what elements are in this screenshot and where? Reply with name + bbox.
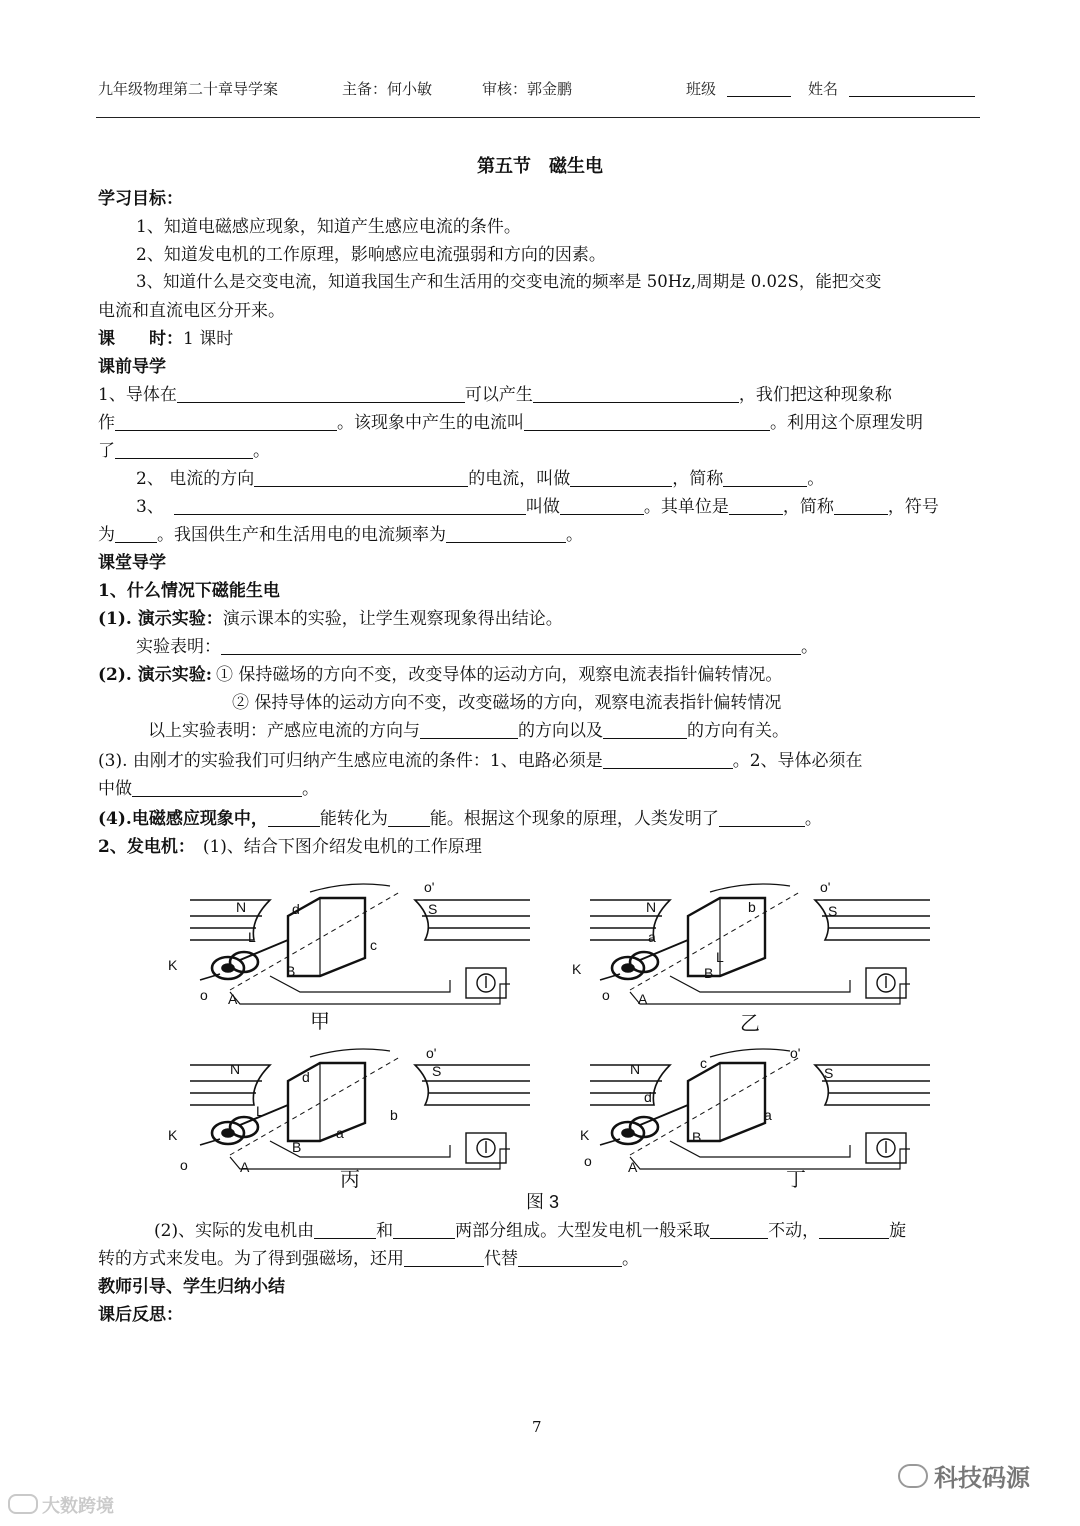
label-oprime-yi: o': [820, 880, 831, 895]
demo3-blank-2[interactable]: [132, 778, 302, 797]
label-n-bing: N: [230, 1061, 241, 1077]
label-oprime-bing: o': [426, 1045, 437, 1061]
demo2-result-a: 以上实验表明：产感应电流的方向与: [148, 721, 420, 741]
demo4-blank-3[interactable]: [719, 808, 805, 827]
header-name-label: 姓名: [808, 80, 839, 98]
label-d-jia: d: [292, 901, 300, 917]
q3-text-a: 3、: [136, 497, 164, 517]
header-reviewer: 审核：郭金鹏: [482, 80, 573, 98]
watermark-left-text: 大数跨境: [42, 1496, 114, 1517]
q2-blank-3[interactable]: [723, 468, 807, 487]
gen-blank-3[interactable]: [710, 1220, 768, 1239]
panel-ding: [590, 1049, 930, 1169]
preview-q1-line3: [98, 436, 270, 461]
demo2-result-b: 的方向以及: [518, 721, 603, 741]
demo4-text-c: 能。根据这个现象的原理，人类发明了: [429, 809, 719, 829]
classroom-sub2: [98, 832, 482, 857]
label-b-yi: B: [704, 965, 714, 981]
header-doc-name: 九年级物理第二十章导学案: [98, 80, 279, 98]
label-oprime-jia: o': [424, 880, 435, 895]
q2-text-a: 2、 电流的方向: [136, 469, 255, 489]
lesson-time-label: 课 时：: [98, 329, 183, 349]
label-o-ding: o: [584, 1153, 592, 1169]
q3-text-h: 。: [566, 525, 583, 545]
label-n-ding: N: [630, 1061, 641, 1077]
demo2-result-c: 的方向有关。: [687, 721, 789, 741]
demo3-line2: [98, 774, 319, 799]
watermark-left: [8, 1492, 114, 1518]
gen-blank-4[interactable]: [819, 1220, 889, 1239]
figure-caption: 图 3: [526, 1192, 560, 1210]
demo4-text-d: 。: [804, 809, 822, 829]
label-k-ding: K: [580, 1127, 590, 1143]
reflection-heading: 课后反思：: [98, 1305, 183, 1325]
demo4-text-a: 电磁感应现象中，: [131, 809, 268, 829]
q1-text-a: 1、导体在: [98, 385, 177, 405]
q3-text-d: ，简称: [782, 497, 834, 517]
label-k-bing: K: [168, 1127, 178, 1143]
q3-blank-4[interactable]: [834, 496, 888, 515]
demo2-blank-2[interactable]: [603, 720, 687, 739]
summary-heading: 教师引导、学生归纳小结: [98, 1277, 285, 1297]
label-l-bing: L: [256, 1103, 264, 1119]
page-number: 7: [532, 1418, 542, 1436]
label-s-jia: S: [428, 901, 438, 917]
label-a-small-yi: a: [648, 929, 656, 945]
panel-name-bing: 丙: [340, 1169, 360, 1191]
gen-text-f: 转的方式来发电。为了得到强磁场，还用: [98, 1249, 404, 1269]
panel-name-yi: 乙: [740, 1013, 760, 1035]
demo3-blank-1[interactable]: [603, 750, 733, 769]
q1-text-g: 了: [98, 441, 115, 461]
header-rule: [96, 117, 980, 118]
sub2-text: (1)、结合下图介绍发电机的工作原理: [202, 837, 482, 857]
q3-text-c: 。其单位是: [643, 497, 729, 517]
q2-text-c: ，简称: [672, 469, 724, 489]
preview-heading: 课前导学: [98, 357, 166, 377]
label-b-bing: B: [292, 1139, 302, 1155]
demo2-result: [148, 716, 789, 741]
objective-3: 3、知道什么是交变电流，知道我国生产和生活用的交变电流的频率是 50Hz,周期是 0.02S，能把交变: [136, 272, 882, 291]
label-n-jia: N: [236, 899, 247, 915]
sub2-label: 2、发电机：: [98, 837, 195, 857]
demo3-text-a: (3). 由刚才的实验我们可归纳产生感应电流的条件：1、电路必须是: [98, 751, 603, 771]
label-s-bing: S: [432, 1063, 442, 1079]
demo3-line1: [98, 746, 863, 771]
demo1-result-blank[interactable]: [221, 636, 801, 655]
watermark-right-text: 科技码源: [934, 1464, 1030, 1492]
watermark-right: [898, 1458, 1030, 1493]
q1-text-e: 。该现象中产生的电流叫: [337, 413, 524, 433]
q1-text-d: 作: [98, 413, 115, 433]
q3-blank-5[interactable]: [115, 524, 157, 543]
demo1: [98, 604, 563, 629]
demo1-result-label: 实验表明：: [136, 637, 221, 657]
q1-blank-2[interactable]: [533, 384, 739, 403]
q3-blank-2[interactable]: [560, 496, 644, 515]
label-k-jia: K: [168, 957, 178, 973]
panel-bing: [190, 1049, 530, 1169]
demo4-blank-2[interactable]: [388, 808, 430, 827]
q1-blank-3[interactable]: [115, 412, 337, 431]
generator-diagram: [160, 880, 940, 1210]
gen-text-h: 。: [622, 1249, 639, 1269]
label-s-ding: S: [824, 1065, 834, 1081]
gen-text-d: 不动，: [768, 1221, 820, 1241]
demo2-step2: ② 保持导体的运动方向不变，改变磁场的方向，观察电流表指针偏转情况: [232, 693, 782, 713]
q3-text-f: 为: [98, 525, 115, 545]
preview-q3-line1: [136, 492, 939, 517]
preview-q1-line1: [98, 380, 892, 405]
label-b-small-bing: b: [390, 1107, 398, 1123]
q2-text-d: 。: [807, 469, 825, 489]
label-n-yi: N: [646, 899, 657, 915]
label-a-bing: A: [240, 1159, 250, 1175]
preview-q2: [136, 464, 824, 489]
q1-text-f: 。利用这个原理发明: [770, 413, 923, 433]
label-d-ding: d: [644, 1089, 652, 1105]
header-name-field: [808, 78, 975, 99]
q3-blank-6[interactable]: [446, 524, 566, 543]
header-class-label: 班级: [686, 80, 717, 98]
demo4-label: (4).: [98, 809, 132, 829]
q3-blank-1[interactable]: [174, 496, 526, 515]
demo3-text-b: 。2、导体必须在: [732, 751, 863, 771]
preview-q1-line2: [98, 408, 923, 433]
class-blank: [727, 78, 791, 97]
objectives-heading: 学习目标：: [98, 189, 183, 209]
label-a-small-ding: a: [764, 1107, 772, 1123]
q1-blank-1[interactable]: [177, 384, 465, 403]
demo3-text-c: 中做: [98, 779, 132, 799]
gen-blank-2[interactable]: [393, 1220, 455, 1239]
label-l-jia: L: [248, 929, 256, 945]
objective-2: 2、知道发电机的工作原理，影响感应电流强弱和方向的因素。: [136, 245, 606, 265]
name-blank: [849, 78, 975, 97]
label-k-yi: K: [572, 961, 582, 977]
demo4-text-b: 能转化为: [319, 809, 388, 829]
q3-text-b: 叫做: [525, 497, 560, 517]
generator-line2: [98, 1244, 639, 1269]
q2-text-b: 的电流，叫做: [468, 469, 571, 489]
label-c-ding: c: [700, 1055, 707, 1071]
demo4: [98, 804, 822, 829]
gen-text-g: 代替: [484, 1249, 518, 1269]
section-title: 第五节 磁生电: [477, 156, 603, 177]
objective-3-cont: 电流和直流电区分开来。: [98, 301, 285, 321]
q1-text-c: ，我们把这种现象称: [738, 385, 892, 405]
label-oprime-ding: o': [790, 1045, 801, 1061]
label-b-jia: B: [286, 963, 296, 979]
label-a-ding: A: [628, 1159, 638, 1175]
label-d-bing: d: [302, 1069, 310, 1085]
label-b-ding: B: [692, 1129, 702, 1145]
classroom-heading: 课堂导学: [98, 553, 166, 573]
panel-name-ding: 丁: [786, 1169, 806, 1191]
header-class-field: [686, 78, 791, 99]
label-o-jia: o: [200, 987, 208, 1003]
q2-blank-2[interactable]: [570, 468, 672, 487]
demo2-blank-1[interactable]: [420, 720, 518, 739]
q1-text-h: 。: [253, 441, 270, 461]
q3-text-e: ，符号: [887, 497, 939, 517]
gen-text-a: (2)、实际的发电机由: [154, 1221, 315, 1241]
demo2-label: (2). 演示实验:: [98, 665, 213, 685]
label-b-small-yi: b: [748, 899, 756, 915]
demo1-text: 演示课本的实验，让学生观察现象得出结论。: [222, 609, 563, 629]
gen-text-b: 和: [376, 1221, 394, 1241]
demo1-label: (1). 演示实验：: [98, 609, 223, 629]
panel-yi: [590, 884, 930, 1004]
q1-blank-4[interactable]: [524, 412, 770, 431]
objective-1: 1、知道电磁感应现象，知道产生感应电流的条件。: [136, 217, 521, 237]
gen-blank-1[interactable]: [314, 1220, 376, 1239]
gen-text-c: 两部分组成。大型发电机一般采取: [455, 1221, 711, 1241]
gen-blank-6[interactable]: [518, 1248, 622, 1267]
label-a-jia: A: [228, 991, 238, 1007]
q3-text-g: 。我国供生产和生活用电的电流频率为: [157, 525, 446, 545]
label-o-yi: o: [602, 987, 610, 1003]
q1-text-b: 可以产生: [464, 385, 533, 405]
label-a-small-bing: a: [336, 1125, 344, 1141]
label-o-bing: o: [180, 1157, 188, 1173]
gen-blank-5[interactable]: [404, 1248, 484, 1267]
demo4-blank-1[interactable]: [268, 808, 320, 827]
q2-blank-1[interactable]: [254, 468, 468, 487]
label-s-yi: S: [828, 903, 838, 919]
label-l-yi: L: [716, 949, 724, 965]
preview-q3-line2: [98, 520, 583, 545]
header-author: 主备：何小敏: [342, 80, 433, 98]
lesson-time: [98, 324, 233, 349]
demo1-result: [136, 632, 818, 657]
classroom-sub1: 1、什么情况下磁能生电: [98, 581, 280, 601]
demo1-result-end: 。: [801, 637, 818, 657]
generator-line1: [154, 1216, 906, 1241]
q1-blank-5[interactable]: [115, 440, 253, 459]
q3-blank-3[interactable]: [729, 496, 783, 515]
demo2-line1: [98, 660, 782, 685]
wechat-icon: [898, 1464, 928, 1488]
watermark-logo-icon: [8, 1494, 38, 1514]
demo2-step1: ① 保持磁场的方向不变，改变导体的运动方向，观察电流表指针偏转情况。: [216, 665, 783, 685]
panel-name-jia: 甲: [310, 1011, 330, 1033]
demo3-text-d: 。: [302, 779, 319, 799]
lesson-time-value: 1 课时: [183, 329, 234, 349]
label-c-jia: c: [370, 937, 377, 953]
label-a-yi: A: [638, 991, 648, 1007]
gen-text-e: 旋: [889, 1221, 907, 1241]
